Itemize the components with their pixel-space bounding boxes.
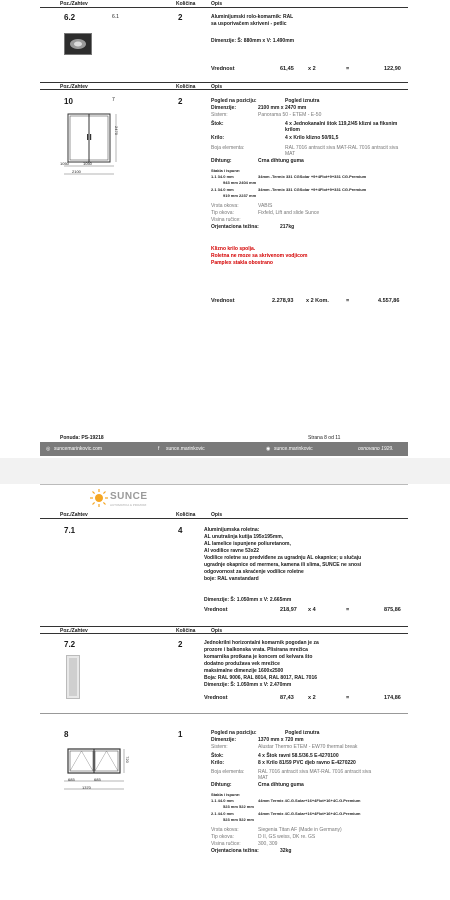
gasket-label: Dihtung: [211, 158, 232, 164]
glazing-1-thickness: 1.1 34.0 mm [211, 174, 234, 179]
sash-value: 4 x Krilo klizno 50/91,5 [285, 135, 339, 141]
gasket-value: Crna dihtung guma [258, 158, 304, 164]
total-price: 122,90 [384, 66, 401, 72]
glazing-2-thickness: 2.1 34.0 mm [211, 187, 234, 192]
description-line: komarnika protkana je koncem od kelvara što [204, 654, 313, 660]
footer-website: suncemarinkovic.com [54, 446, 103, 452]
drawing-dim-w2: 685 [94, 777, 101, 782]
position-number: 7.2 [64, 640, 76, 649]
description-line: Aluminijumska roletna: [204, 527, 260, 533]
description-line: Al vodilice ravne 53x22 [204, 548, 260, 554]
col-poz: Poz./Zahtev [60, 84, 88, 90]
quantity: 4 [178, 526, 183, 535]
glazing-1-size: 523 mm 522 mm [223, 804, 254, 809]
weight-value: 217kg [280, 224, 295, 230]
document-page-8 [40, 0, 408, 458]
color-value-2: MAT [285, 151, 296, 157]
unit-price: 2.278,93 [272, 298, 294, 304]
roller-screen-image [65, 34, 91, 54]
hardware-kind-label: Tip okova: [211, 210, 234, 216]
quantity: 2 [178, 97, 183, 106]
value-label: Vrednost [204, 695, 228, 701]
weight-label: Orjentaciona težina: [211, 224, 259, 230]
page-number: Strana 8 od 11 [308, 435, 341, 441]
gasket-label: Dihtung: [211, 782, 232, 788]
description-line: maksimalne dimenzije 1600x2500 [204, 668, 284, 674]
total-price: 875,86 [384, 607, 401, 613]
description-line: Dimenzije: Š: 1.050mm x V: 2.470mm [204, 682, 292, 688]
total-price: 174,86 [384, 695, 401, 701]
sash-label: Krilo: [211, 760, 225, 766]
view-label: Pogled na poziciju: [211, 98, 257, 104]
frame-value-2: krilom [285, 127, 301, 133]
table-header [40, 0, 408, 8]
glazing-2-thickness: 2.1 44.0 mm [211, 811, 234, 816]
hardware-type-value: Siegenia Titan AF (Made in Germany) [258, 827, 342, 833]
dimensions-label: Dimenzije: [211, 737, 237, 743]
frame-label: Štok: [211, 121, 224, 127]
drawing-dim-height: 2470 [113, 126, 119, 135]
hardware-kind-label: Tip okova: [211, 834, 234, 840]
frame-label: Štok: [211, 753, 224, 759]
glazing-1-spec: 44mm Termix 4C.G.Solar+16+4Flot+16+4C.G.Premium [258, 798, 361, 803]
col-opis: Opis [211, 628, 223, 634]
sub-number: 7 [112, 97, 115, 103]
hardware-type-label: Vrsta okova: [211, 203, 239, 209]
page-gap [0, 458, 450, 484]
drawing-dim-height: 720 [124, 756, 130, 763]
facebook-icon: f [158, 446, 160, 452]
handle-height-label: Visina ručice: [211, 217, 241, 223]
position-number: 10 [64, 97, 73, 106]
value-label: Vrednost [211, 298, 235, 304]
company-logo: SUNCE [110, 491, 148, 502]
total-price: 4.557,86 [378, 298, 400, 304]
row-divider [40, 713, 408, 714]
insect-screen-thumbnail [66, 655, 80, 699]
col-kolicina: Količina [176, 84, 196, 90]
description-line: Aluminijumski rolo-komarnik: RAL [211, 14, 294, 20]
drawing-dim-w2: 1050 [83, 161, 92, 166]
equals: = [346, 66, 350, 72]
equals: = [346, 298, 350, 304]
dimensions-value: 2100 mm x 2470 mm [258, 105, 307, 111]
handle-height-value: 300, 309 [258, 841, 278, 847]
glazing-1-thickness: 1.1 44.0 mm [211, 798, 234, 803]
glazing-2-spec: 34mm -Termix 331 CGSolar +9+4Flot+9+331 CG.Premium [258, 187, 367, 192]
col-poz: Poz./Zahtev [60, 512, 88, 518]
globe-icon: ◎ [46, 446, 51, 452]
drawing-dim-total: 1370 [82, 785, 91, 790]
footer-founded: osnovano 1929. [358, 446, 394, 452]
description-line: prozore i balkonska vrata. Plisirana mrežica [204, 647, 308, 653]
window-drawing [60, 747, 140, 797]
col-kolicina: Količina [176, 1, 196, 7]
frame-value: 4 x Štok ravni 58.5/36.5 E-4270100 [258, 753, 339, 759]
description-line: boje: RAL vanstandard [204, 576, 259, 582]
quantity: 2 [178, 640, 183, 649]
document-page-9 [40, 484, 408, 900]
hardware-kind-value: Fixfeld, Lift and slide Sunce [258, 210, 320, 216]
quantity: 1 [178, 730, 183, 739]
roller-screen-thumbnail [64, 33, 92, 55]
sash-value: 8 x Krilo 81/59 PVC djeb ravno E-4270220 [258, 760, 356, 766]
system-label: Sistem: [211, 744, 228, 750]
glazing-2-size: 919 mm 2237 mm [223, 193, 257, 198]
col-kolicina: Količina [176, 628, 196, 634]
frame-value: 4 x Jednokanalni štok 119,2/45 klizni sa fiksnim [285, 121, 398, 127]
dimensions-value: 1370 mm x 720 mm [258, 737, 304, 743]
position-number: 8 [64, 730, 69, 739]
quantity: 2 [178, 13, 183, 22]
multiplier: x 2 Kom. [306, 298, 329, 304]
hardware-kind-value: D II, GS weiss, DK re. GS [258, 834, 316, 840]
description-line: ugradnje okapnice od mermera, kamena ili slima, SUNCE ne snosi [204, 562, 362, 568]
system-label: Sistem: [211, 112, 228, 118]
note-red: Pamplex stakla obostrano [211, 260, 273, 266]
dimensions: Dimenzije: Š: 880mm x V: 1.490mm [211, 38, 295, 44]
footer-instagram: sunce.marinkovic [274, 446, 313, 452]
table-header [40, 511, 408, 519]
hardware-type-label: Vrsta okova: [211, 827, 239, 833]
col-poz: Poz./Zahtev [60, 1, 88, 7]
glazing-2-spec: 44mm Termix 4C.G.Solar+16+4Flot+16+4C.G.Premium [258, 811, 361, 816]
offer-number: Ponuda: PS-19218 [60, 435, 104, 441]
col-opis: Opis [211, 1, 223, 7]
view-label: Pogled na poziciju: [211, 730, 257, 736]
glazing-1-spec: 34mm -Termix 331 CGSolar +9+4Flot+9+331 CG.Premium [258, 174, 367, 179]
value-label: Vrednost [204, 607, 228, 613]
col-kolicina: Količina [176, 512, 196, 518]
color-label: Boja elementa: [211, 769, 245, 775]
note-red: Klizno krilo spolja. [211, 246, 256, 252]
footer-bar [40, 442, 408, 456]
col-opis: Opis [211, 512, 223, 518]
note-red: Roletna ne moze sa skrivenom vodjicom [211, 253, 308, 259]
glazing-label: Stakla i ispune: [211, 792, 241, 797]
view-value: Pogled iznutra [285, 730, 320, 736]
description-line: Boja: RAL 9006, RAL 8014, RAL 8017, RAL 7016 [204, 675, 318, 681]
description-line: AL unutrašnja kutija 195x195mm, [204, 534, 284, 540]
system-value: Panorama 50 - ETEM - E-50 [258, 112, 322, 118]
company-logo-subtitle: AUTOMATIKA & PROZORI [110, 503, 147, 507]
color-value-2: MAT [258, 775, 269, 781]
description-line: odgovornost za skraćenje vodilice roletne [204, 569, 304, 575]
col-opis: Opis [211, 84, 223, 90]
equals: = [346, 607, 350, 613]
color-label: Boja elementa: [211, 145, 245, 151]
footer-facebook: sunce.marinkovic [166, 446, 205, 452]
position-number: 6.2 [64, 13, 76, 22]
dimensions-label: Dimenzije: [211, 105, 237, 111]
instagram-icon: ◉ [266, 446, 271, 452]
sun-logo-icon [90, 489, 108, 507]
weight-label: Orjentaciona težina: [211, 848, 259, 854]
unit-price: 61,45 [280, 66, 294, 72]
drawing-dim-total: 2100 [72, 169, 81, 174]
unit-price: 218,97 [280, 607, 297, 613]
sub-number: 6.1 [112, 14, 119, 20]
color-value: RAL 7016 antracit siva MAT-RAL 7016 antracit siva [258, 769, 372, 775]
drawing-dim-w1: 1050 [60, 161, 69, 166]
glazing-1-size: 943 mm 2404 mm [223, 180, 257, 185]
multiplier: x 4 [308, 607, 316, 613]
description-line: Jednokrilni horizontalni komarnik pogodan je za [204, 640, 319, 646]
glazing-label: Stakla i ispune: [211, 168, 241, 173]
handle-height-label: Visina ručice: [211, 841, 241, 847]
description-line: dodatno produžava vek mrežice [204, 661, 280, 667]
hardware-type-value: VABIS [258, 203, 273, 209]
multiplier: x 2 [308, 66, 316, 72]
view-value: Pogled iznutra [285, 98, 320, 104]
value-label: Vrednost [211, 66, 235, 72]
description-line: sa usporivačem skriveni - petlic [211, 21, 287, 27]
equals: = [346, 695, 350, 701]
drawing-dim-w1: 685 [68, 777, 75, 782]
weight-value: 32kg [280, 848, 292, 854]
multiplier: x 2 [308, 695, 316, 701]
description-line: AL lamelice ispunjene poliuretanom, [204, 541, 291, 547]
table-header [40, 626, 408, 634]
glazing-2-size: 523 mm 522 mm [223, 817, 254, 822]
description-line: Vodilice roletne su predviđene za ugradnju AL okapnice; u slučaju [204, 555, 362, 561]
dimensions: Dimenzije: Š: 1.050mm x V: 2.665mm [204, 597, 292, 603]
table-header [40, 82, 408, 90]
color-value: RAL 7016 antracit siva MAT-RAL 7016 antracit siva [285, 145, 399, 151]
position-number: 7.1 [64, 526, 76, 535]
system-value: Alustar Thermo ETEM - EW70 thermal break [258, 744, 358, 750]
col-poz: Poz./Zahtev [60, 628, 88, 634]
gasket-value: Crna dihtung guma [258, 782, 304, 788]
sash-label: Krilo: [211, 135, 225, 141]
unit-price: 87,43 [280, 695, 294, 701]
